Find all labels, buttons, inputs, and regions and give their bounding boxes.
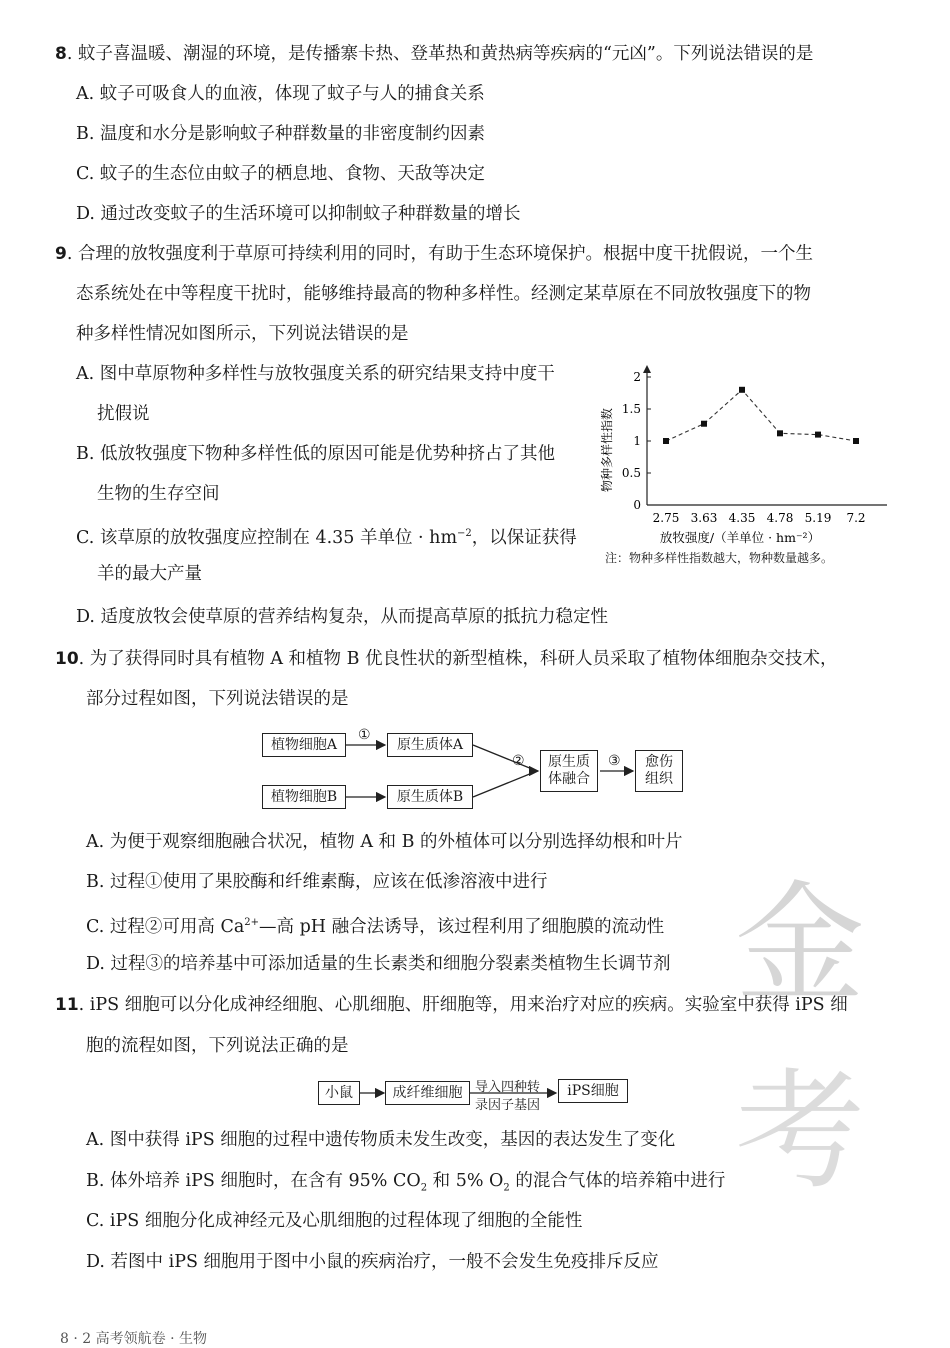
y-axis-arrow [643, 365, 651, 373]
q9-option-c-line1 [76, 522, 577, 550]
y-tick-label: 0 [633, 498, 641, 512]
flow-label-line2: 录因子基因 [475, 1098, 541, 1113]
q10-stem-1 [55, 647, 838, 671]
data-point [815, 432, 821, 438]
flow-protoplast-b: 原生质体B [387, 785, 473, 809]
data-point [701, 421, 707, 427]
chart-xlabel: 放牧强度/（羊单位 · hm⁻²） [659, 530, 821, 545]
q10-option-c-text2: —高 pH 融合法诱导，该过程利用了细胞膜的流动性 [259, 916, 665, 937]
flow-callus-line2: 组织 [645, 771, 673, 787]
q8-option-a: A. 蚊子可吸食人的血液，体现了蚊子与人的捕食关系 [76, 84, 485, 104]
q9-option-b-line2: 生物的生存空间 [97, 484, 220, 504]
q9-option-a-line2: 扰假说 [97, 404, 150, 424]
flow-step-2: ② [512, 753, 525, 769]
q11-stem-2: 胞的流程如图，下列说法正确的是 [86, 1036, 349, 1056]
q9-stem-text: . 合理的放牧强度利于草原可持续利用的同时，有助于生态环境保护。根据中度干扰假说，一个生 [66, 244, 813, 264]
flow-step-3: ③ [608, 753, 621, 769]
flow-cell-b: 植物细胞B [262, 785, 346, 809]
q9-option-c-text2: ，以保证获得 [471, 527, 577, 548]
q10-stem-text: . 为了获得同时具有植物 A 和植物 B 优良性状的新型植株，科研人员采取了植物体细胞杂交技术， [78, 649, 838, 669]
q11-option-b [86, 1169, 725, 1201]
flow-label-line1: 导入四种转 [475, 1080, 541, 1095]
q9-option-a-line1: A. 图中草原物种多样性与放牧强度关系的研究结果支持中度干 [76, 364, 555, 384]
q10-option-a: A. 为便于观察细胞融合状况，植物 A 和 B 的外植体可以分别选择幼根和叶片 [86, 832, 683, 852]
flow-mouse: 小鼠 [318, 1081, 360, 1105]
q9-stem-2: 态系统处在中等程度干扰时，能够维持最高的物种多样性。经测定某草原在不同放牧强度下的物 [76, 284, 811, 304]
q9-stem-3: 种多样性情况如图所示，下列说法错误的是 [76, 324, 409, 344]
q8-option-b: B. 温度和水分是影响蚊子种群数量的非密度制约因素 [76, 124, 485, 144]
flow-callus [635, 750, 683, 792]
q10-option-c-text: C. 过程②可用高 Ca [86, 916, 245, 937]
y-tick-label: 0.5 [621, 466, 641, 480]
q10-stem-2: 部分过程如图，下列说法错误的是 [86, 689, 349, 709]
q11-option-b-text1: B. 体外培养 iPS 细胞时，在含有 95% CO [86, 1171, 421, 1191]
data-point [739, 387, 745, 393]
x-tick-label: 3.63 [690, 511, 718, 525]
x-tick-label: 7.2 [846, 511, 866, 525]
flow-fusion-line2: 体融合 [548, 771, 590, 787]
x-tick-label: 5.19 [804, 511, 832, 525]
flow-cell-a: 植物细胞A [262, 733, 346, 757]
chart-note: 注：物种多样性指数越大，物种数量越多。 [605, 551, 834, 565]
flow-step-1: ① [358, 727, 371, 743]
flow-callus-line1: 愈伤 [645, 754, 673, 770]
q8-option-c: C. 蚊子的生态位由蚊子的栖息地、食物、天敌等决定 [76, 164, 485, 184]
flow-ips-cell: iPS细胞 [558, 1079, 628, 1103]
q9-option-c-text: C. 该草原的放牧强度应控制在 4.35 羊单位 · hm [76, 527, 458, 548]
species-diversity-chart [595, 355, 895, 555]
q9-stem-1 [55, 242, 813, 266]
page-footer: 8 · 2 高考领航卷 · 生物 [60, 1331, 207, 1347]
q10-option-c [86, 911, 664, 939]
watermark-logo: 金考 [735, 868, 856, 1207]
chart-series [663, 387, 859, 444]
q11-option-d: D. 若图中 iPS 细胞用于图中小鼠的疾病治疗，一般不会发生免疫排斥反应 [86, 1252, 659, 1272]
q9-option-b-line1: B. 低放牧强度下物种多样性低的原因可能是优势种挤占了其他 [76, 444, 555, 464]
q10-option-c-sup: 2+ [244, 917, 260, 928]
x-tick-label: 4.35 [728, 511, 756, 525]
q11-number: 11 [55, 995, 79, 1015]
y-tick-label: 2 [633, 370, 641, 384]
q11-option-b-text2: 和 5% O [427, 1171, 504, 1191]
q8-number: 8 [55, 44, 67, 64]
series-line [666, 390, 856, 441]
q11-stem-1 [55, 993, 848, 1017]
q9-number: 9 [55, 244, 67, 264]
q10-option-b: B. 过程①使用了果胶酶和纤维素酶，应该在低渗溶液中进行 [86, 872, 548, 892]
y-tick-label: 1 [633, 434, 641, 448]
q11-option-b-sub2: 2 [503, 1182, 510, 1194]
q8-stem [55, 42, 813, 66]
x-tick-label: 2.75 [652, 511, 680, 525]
data-point [777, 430, 783, 436]
data-point [663, 438, 669, 444]
q8-option-d: D. 通过改变蚊子的生活环境可以抑制蚊子种群数量的增长 [76, 204, 521, 224]
flow-protoplast-fusion [540, 750, 598, 792]
q11-option-c: C. iPS 细胞分化成神经元及心肌细胞的过程体现了细胞的全能性 [86, 1211, 583, 1231]
flow-fusion-line1: 原生质 [548, 754, 590, 770]
q11-option-b-text3: 的混合气体的培养箱中进行 [509, 1171, 726, 1191]
flow-protoplast-a: 原生质体A [387, 733, 473, 757]
q9-option-c-sup: −2 [457, 528, 472, 539]
q9-option-d: D. 适度放牧会使草原的营养结构复杂，从而提高草原的抵抗力稳定性 [76, 607, 609, 627]
q11-stem-text: . iPS 细胞可以分化成神经细胞、心肌细胞、肝细胞等，用来治疗对应的疾病。实验室中获得 iPS 细 [78, 995, 848, 1015]
data-point [853, 438, 859, 444]
x-tick-label: 4.78 [766, 511, 794, 525]
chart-ylabel: 物种多样性指数 [600, 407, 614, 493]
q8-stem-text: . 蚊子喜温暖、潮湿的环境，是传播寨卡热、登革热和黄热病等疾病的“元凶”。下列说法错误的是 [66, 44, 814, 64]
q11-option-b-sub1: 2 [420, 1182, 428, 1194]
q11-option-a: A. 图中获得 iPS 细胞的过程中遗传物质未发生改变，基因的表达发生了变化 [86, 1130, 676, 1150]
q10-number: 10 [55, 649, 79, 669]
chart-xticks [653, 511, 866, 525]
q9-option-c-line2: 羊的最大产量 [97, 564, 202, 584]
flow-fibroblast: 成纤维细胞 [385, 1081, 470, 1105]
q10-option-d: D. 过程③的培养基中可添加适量的生长素类和细胞分裂素类植物生长调节剂 [86, 954, 671, 974]
y-tick-label: 1.5 [621, 402, 641, 416]
